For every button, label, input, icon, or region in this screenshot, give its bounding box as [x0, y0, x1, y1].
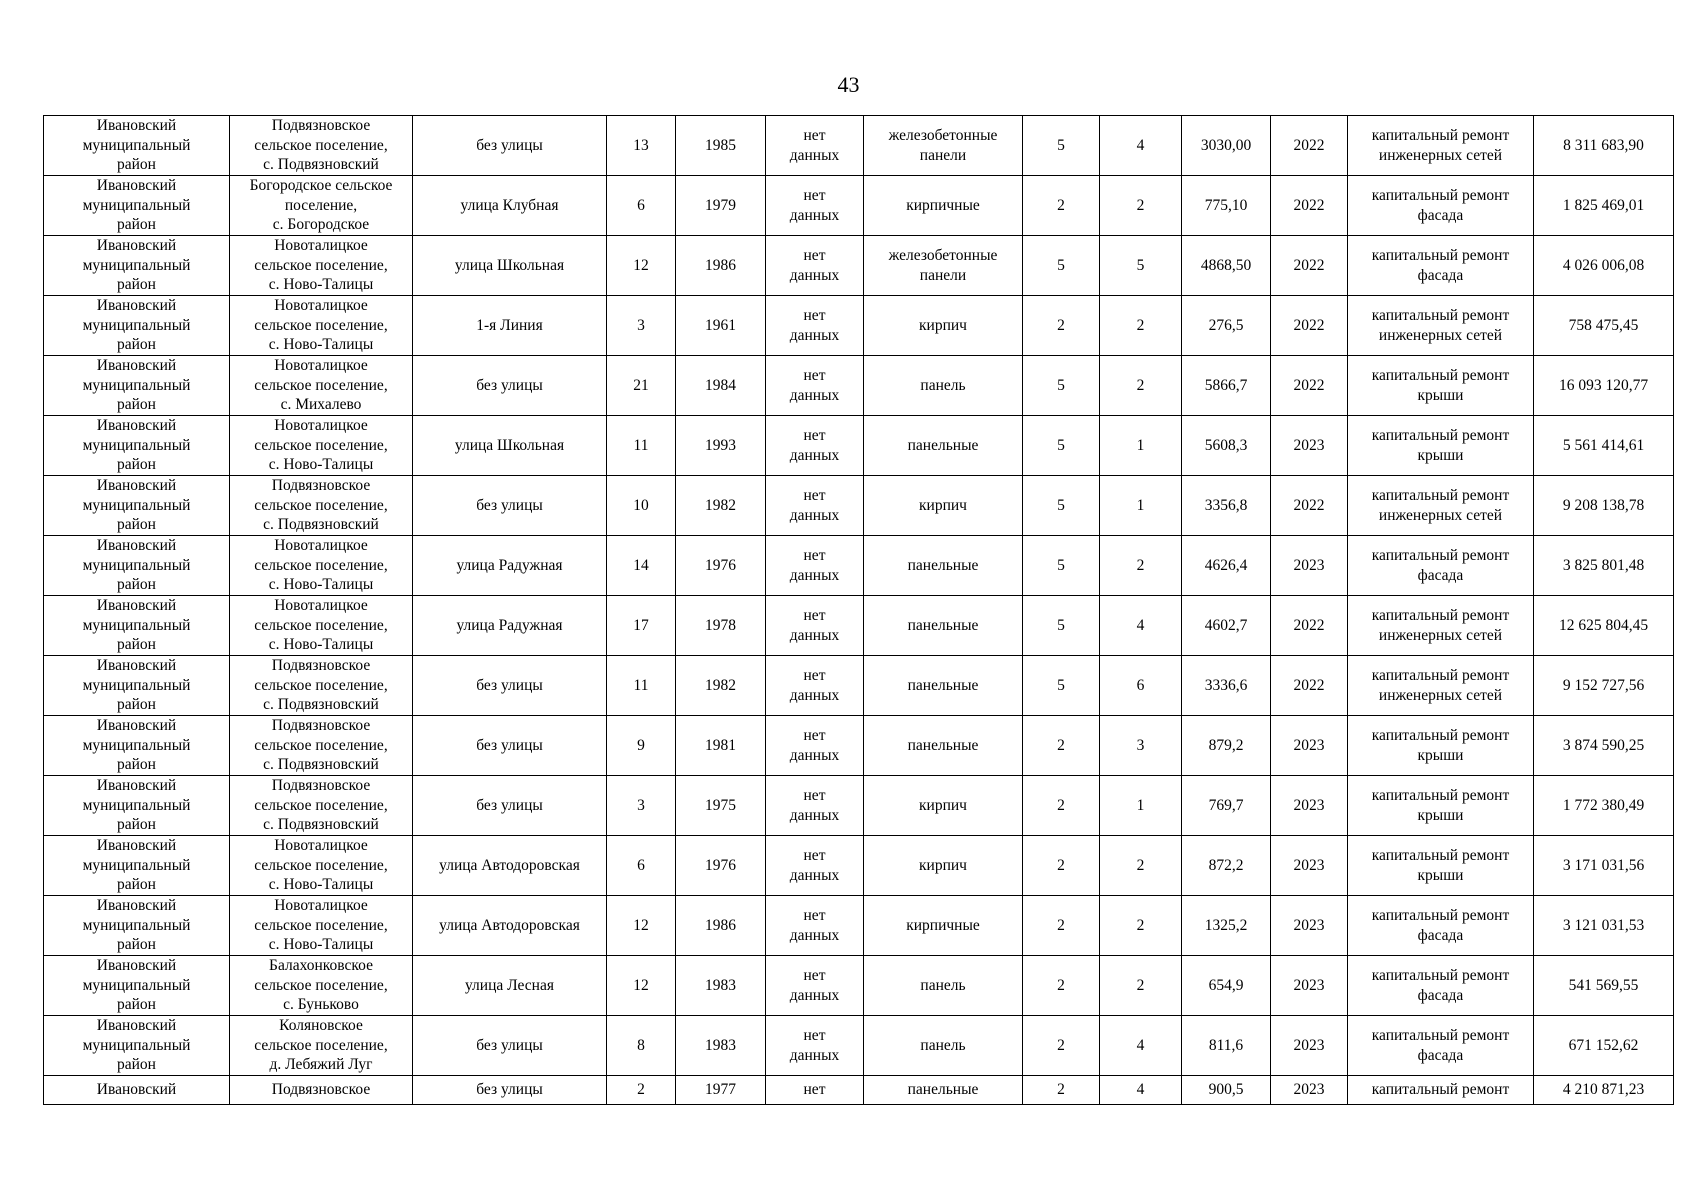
- last-repair-cell: нет данных: [766, 956, 864, 1016]
- floors-cell: 5: [1023, 596, 1100, 656]
- settlement-cell: Новоталицкое сельское поселение, с. Ново-Талицы: [230, 596, 413, 656]
- table-row: [44, 416, 1674, 476]
- area-cell: 5866,7: [1182, 356, 1271, 416]
- cost-cell: 4 210 871,23: [1534, 1076, 1674, 1105]
- table-row: [44, 236, 1674, 296]
- settlement-cell: Коляновское сельское поселение, д. Лебяжий Луг: [230, 1016, 413, 1076]
- district-cell: Ивановский муниципальный район: [44, 116, 230, 176]
- wall-material-cell: кирпич: [864, 296, 1023, 356]
- cost-cell: 3 121 031,53: [1534, 896, 1674, 956]
- area-cell: 3336,6: [1182, 656, 1271, 716]
- district-cell: Ивановский муниципальный район: [44, 416, 230, 476]
- cost-cell: 4 026 006,08: [1534, 236, 1674, 296]
- settlement-cell: Балахонковское сельское поселение, с. Буньково: [230, 956, 413, 1016]
- area-cell: 775,10: [1182, 176, 1271, 236]
- table-row: [44, 836, 1674, 896]
- street-cell: без улицы: [413, 776, 607, 836]
- house-number-cell: 12: [607, 956, 676, 1016]
- area-cell: 769,7: [1182, 776, 1271, 836]
- district-cell: Ивановский муниципальный район: [44, 956, 230, 1016]
- repair-year-cell: 2023: [1271, 836, 1348, 896]
- table-row: [44, 596, 1674, 656]
- district-cell: Ивановский муниципальный район: [44, 1016, 230, 1076]
- wall-material-cell: кирпич: [864, 476, 1023, 536]
- house-number-cell: 11: [607, 416, 676, 476]
- repair-year-cell: 2023: [1271, 716, 1348, 776]
- year-built-cell: 1961: [676, 296, 766, 356]
- year-built-cell: 1975: [676, 776, 766, 836]
- work-type-cell: капитальный ремонт инженерных сетей: [1348, 656, 1534, 716]
- housing-repair-table: [43, 115, 1674, 1105]
- last-repair-cell: нет данных: [766, 356, 864, 416]
- floors-cell: 2: [1023, 1076, 1100, 1105]
- year-built-cell: 1976: [676, 536, 766, 596]
- wall-material-cell: панельные: [864, 716, 1023, 776]
- cost-cell: 758 475,45: [1534, 296, 1674, 356]
- wall-material-cell: панельные: [864, 1076, 1023, 1105]
- street-cell: улица Клубная: [413, 176, 607, 236]
- entrances-cell: 2: [1100, 956, 1182, 1016]
- street-cell: без улицы: [413, 656, 607, 716]
- wall-material-cell: железобетонные панели: [864, 116, 1023, 176]
- district-cell: Ивановский муниципальный район: [44, 476, 230, 536]
- repair-year-cell: 2023: [1271, 536, 1348, 596]
- district-cell: Ивановский муниципальный район: [44, 716, 230, 776]
- year-built-cell: 1977: [676, 1076, 766, 1105]
- work-type-cell: капитальный ремонт инженерных сетей: [1348, 116, 1534, 176]
- area-cell: 276,5: [1182, 296, 1271, 356]
- area-cell: 1325,2: [1182, 896, 1271, 956]
- cost-cell: 16 093 120,77: [1534, 356, 1674, 416]
- house-number-cell: 2: [607, 1076, 676, 1105]
- street-cell: без улицы: [413, 476, 607, 536]
- floors-cell: 2: [1023, 176, 1100, 236]
- area-cell: 4868,50: [1182, 236, 1271, 296]
- repair-year-cell: 2022: [1271, 176, 1348, 236]
- street-cell: без улицы: [413, 716, 607, 776]
- wall-material-cell: железобетонные панели: [864, 236, 1023, 296]
- table-row: [44, 956, 1674, 1016]
- table-row: [44, 356, 1674, 416]
- year-built-cell: 1979: [676, 176, 766, 236]
- wall-material-cell: панель: [864, 1016, 1023, 1076]
- year-built-cell: 1986: [676, 896, 766, 956]
- repair-year-cell: 2023: [1271, 956, 1348, 1016]
- entrances-cell: 2: [1100, 896, 1182, 956]
- table-row: [44, 1076, 1674, 1105]
- entrances-cell: 1: [1100, 476, 1182, 536]
- house-number-cell: 17: [607, 596, 676, 656]
- street-cell: без улицы: [413, 1076, 607, 1105]
- table-row: [44, 716, 1674, 776]
- repair-year-cell: 2022: [1271, 116, 1348, 176]
- last-repair-cell: нет данных: [766, 1016, 864, 1076]
- house-number-cell: 9: [607, 716, 676, 776]
- floors-cell: 5: [1023, 476, 1100, 536]
- year-built-cell: 1983: [676, 956, 766, 1016]
- area-cell: 872,2: [1182, 836, 1271, 896]
- wall-material-cell: панельные: [864, 656, 1023, 716]
- settlement-cell: Богородское сельское поселение, с. Богородское: [230, 176, 413, 236]
- entrances-cell: 2: [1100, 836, 1182, 896]
- street-cell: улица Школьная: [413, 236, 607, 296]
- table-row: [44, 1016, 1674, 1076]
- floors-cell: 2: [1023, 296, 1100, 356]
- house-number-cell: 12: [607, 896, 676, 956]
- district-cell: Ивановский муниципальный район: [44, 836, 230, 896]
- district-cell: Ивановский: [44, 1076, 230, 1105]
- last-repair-cell: нет: [766, 1076, 864, 1105]
- entrances-cell: 4: [1100, 596, 1182, 656]
- house-number-cell: 12: [607, 236, 676, 296]
- table-row: [44, 776, 1674, 836]
- last-repair-cell: нет данных: [766, 296, 864, 356]
- last-repair-cell: нет данных: [766, 116, 864, 176]
- work-type-cell: капитальный ремонт фасада: [1348, 1016, 1534, 1076]
- entrances-cell: 2: [1100, 176, 1182, 236]
- district-cell: Ивановский муниципальный район: [44, 656, 230, 716]
- table-row: [44, 476, 1674, 536]
- table-row: [44, 656, 1674, 716]
- district-cell: Ивановский муниципальный район: [44, 176, 230, 236]
- cost-cell: 1 825 469,01: [1534, 176, 1674, 236]
- street-cell: без улицы: [413, 356, 607, 416]
- floors-cell: 2: [1023, 776, 1100, 836]
- area-cell: 5608,3: [1182, 416, 1271, 476]
- street-cell: улица Автодоровская: [413, 836, 607, 896]
- work-type-cell: капитальный ремонт: [1348, 1076, 1534, 1105]
- cost-cell: 671 152,62: [1534, 1016, 1674, 1076]
- work-type-cell: капитальный ремонт крыши: [1348, 836, 1534, 896]
- last-repair-cell: нет данных: [766, 236, 864, 296]
- repair-year-cell: 2023: [1271, 1076, 1348, 1105]
- wall-material-cell: панельные: [864, 596, 1023, 656]
- year-built-cell: 1985: [676, 116, 766, 176]
- floors-cell: 5: [1023, 116, 1100, 176]
- settlement-cell: Новоталицкое сельское поселение, с. Ново-Талицы: [230, 896, 413, 956]
- repair-year-cell: 2022: [1271, 296, 1348, 356]
- last-repair-cell: нет данных: [766, 836, 864, 896]
- house-number-cell: 6: [607, 176, 676, 236]
- floors-cell: 5: [1023, 416, 1100, 476]
- table-row: [44, 176, 1674, 236]
- year-built-cell: 1984: [676, 356, 766, 416]
- house-number-cell: 3: [607, 296, 676, 356]
- cost-cell: 9 152 727,56: [1534, 656, 1674, 716]
- settlement-cell: Подвязновское: [230, 1076, 413, 1105]
- cost-cell: 5 561 414,61: [1534, 416, 1674, 476]
- street-cell: улица Школьная: [413, 416, 607, 476]
- district-cell: Ивановский муниципальный район: [44, 776, 230, 836]
- district-cell: Ивановский муниципальный район: [44, 896, 230, 956]
- repair-year-cell: 2022: [1271, 596, 1348, 656]
- house-number-cell: 3: [607, 776, 676, 836]
- last-repair-cell: нет данных: [766, 716, 864, 776]
- wall-material-cell: кирпич: [864, 776, 1023, 836]
- settlement-cell: Новоталицкое сельское поселение, с. Ново-Талицы: [230, 536, 413, 596]
- district-cell: Ивановский муниципальный район: [44, 296, 230, 356]
- settlement-cell: Подвязновское сельское поселение, с. Подвязновский: [230, 776, 413, 836]
- work-type-cell: капитальный ремонт крыши: [1348, 716, 1534, 776]
- last-repair-cell: нет данных: [766, 596, 864, 656]
- repair-year-cell: 2022: [1271, 656, 1348, 716]
- floors-cell: 2: [1023, 836, 1100, 896]
- repair-year-cell: 2023: [1271, 416, 1348, 476]
- entrances-cell: 6: [1100, 656, 1182, 716]
- street-cell: улица Лесная: [413, 956, 607, 1016]
- table-row: [44, 296, 1674, 356]
- area-cell: 3356,8: [1182, 476, 1271, 536]
- settlement-cell: Новоталицкое сельское поселение, с. Ново-Талицы: [230, 236, 413, 296]
- cost-cell: 8 311 683,90: [1534, 116, 1674, 176]
- floors-cell: 2: [1023, 956, 1100, 1016]
- entrances-cell: 1: [1100, 416, 1182, 476]
- wall-material-cell: панельные: [864, 536, 1023, 596]
- area-cell: 654,9: [1182, 956, 1271, 1016]
- street-cell: без улицы: [413, 116, 607, 176]
- house-number-cell: 14: [607, 536, 676, 596]
- cost-cell: 12 625 804,45: [1534, 596, 1674, 656]
- year-built-cell: 1981: [676, 716, 766, 776]
- cost-cell: 541 569,55: [1534, 956, 1674, 1016]
- area-cell: 879,2: [1182, 716, 1271, 776]
- district-cell: Ивановский муниципальный район: [44, 536, 230, 596]
- house-number-cell: 21: [607, 356, 676, 416]
- street-cell: улица Радужная: [413, 596, 607, 656]
- last-repair-cell: нет данных: [766, 536, 864, 596]
- house-number-cell: 8: [607, 1016, 676, 1076]
- wall-material-cell: кирпичные: [864, 896, 1023, 956]
- entrances-cell: 5: [1100, 236, 1182, 296]
- work-type-cell: капитальный ремонт инженерных сетей: [1348, 596, 1534, 656]
- street-cell: 1-я Линия: [413, 296, 607, 356]
- year-built-cell: 1982: [676, 476, 766, 536]
- street-cell: без улицы: [413, 1016, 607, 1076]
- wall-material-cell: кирпич: [864, 836, 1023, 896]
- work-type-cell: капитальный ремонт крыши: [1348, 356, 1534, 416]
- repair-year-cell: 2023: [1271, 1016, 1348, 1076]
- last-repair-cell: нет данных: [766, 416, 864, 476]
- street-cell: улица Радужная: [413, 536, 607, 596]
- work-type-cell: капитальный ремонт фасада: [1348, 176, 1534, 236]
- work-type-cell: капитальный ремонт крыши: [1348, 416, 1534, 476]
- entrances-cell: 2: [1100, 296, 1182, 356]
- wall-material-cell: панель: [864, 956, 1023, 1016]
- table-body: [44, 116, 1674, 1105]
- district-cell: Ивановский муниципальный район: [44, 596, 230, 656]
- floors-cell: 5: [1023, 536, 1100, 596]
- floors-cell: 2: [1023, 896, 1100, 956]
- house-number-cell: 13: [607, 116, 676, 176]
- district-cell: Ивановский муниципальный район: [44, 356, 230, 416]
- entrances-cell: 4: [1100, 1076, 1182, 1105]
- year-built-cell: 1982: [676, 656, 766, 716]
- area-cell: 4602,7: [1182, 596, 1271, 656]
- cost-cell: 3 825 801,48: [1534, 536, 1674, 596]
- entrances-cell: 4: [1100, 116, 1182, 176]
- entrances-cell: 3: [1100, 716, 1182, 776]
- year-built-cell: 1986: [676, 236, 766, 296]
- cost-cell: 1 772 380,49: [1534, 776, 1674, 836]
- work-type-cell: капитальный ремонт крыши: [1348, 776, 1534, 836]
- last-repair-cell: нет данных: [766, 176, 864, 236]
- table-row: [44, 536, 1674, 596]
- year-built-cell: 1983: [676, 1016, 766, 1076]
- house-number-cell: 10: [607, 476, 676, 536]
- settlement-cell: Подвязновское сельское поселение, с. Подвязновский: [230, 116, 413, 176]
- wall-material-cell: кирпичные: [864, 176, 1023, 236]
- cost-cell: 9 208 138,78: [1534, 476, 1674, 536]
- last-repair-cell: нет данных: [766, 896, 864, 956]
- house-number-cell: 6: [607, 836, 676, 896]
- settlement-cell: Подвязновское сельское поселение, с. Подвязновский: [230, 656, 413, 716]
- street-cell: улица Автодоровская: [413, 896, 607, 956]
- table-row: [44, 896, 1674, 956]
- settlement-cell: Подвязновское сельское поселение, с. Подвязновский: [230, 716, 413, 776]
- settlement-cell: Новоталицкое сельское поселение, с. Ново-Талицы: [230, 416, 413, 476]
- cost-cell: 3 171 031,56: [1534, 836, 1674, 896]
- area-cell: 900,5: [1182, 1076, 1271, 1105]
- work-type-cell: капитальный ремонт фасада: [1348, 536, 1534, 596]
- last-repair-cell: нет данных: [766, 656, 864, 716]
- year-built-cell: 1976: [676, 836, 766, 896]
- repair-year-cell: 2022: [1271, 356, 1348, 416]
- work-type-cell: капитальный ремонт инженерных сетей: [1348, 476, 1534, 536]
- floors-cell: 2: [1023, 716, 1100, 776]
- settlement-cell: Новоталицкое сельское поселение, с. Ново-Талицы: [230, 296, 413, 356]
- table-row: [44, 116, 1674, 176]
- settlement-cell: Новоталицкое сельское поселение, с. Ново-Талицы: [230, 836, 413, 896]
- entrances-cell: 1: [1100, 776, 1182, 836]
- settlement-cell: Новоталицкое сельское поселение, с. Михалево: [230, 356, 413, 416]
- repair-year-cell: 2023: [1271, 776, 1348, 836]
- work-type-cell: капитальный ремонт инженерных сетей: [1348, 296, 1534, 356]
- cost-cell: 3 874 590,25: [1534, 716, 1674, 776]
- floors-cell: 5: [1023, 656, 1100, 716]
- entrances-cell: 2: [1100, 536, 1182, 596]
- work-type-cell: капитальный ремонт фасада: [1348, 896, 1534, 956]
- year-built-cell: 1993: [676, 416, 766, 476]
- settlement-cell: Подвязновское сельское поселение, с. Подвязновский: [230, 476, 413, 536]
- floors-cell: 5: [1023, 356, 1100, 416]
- repair-year-cell: 2022: [1271, 476, 1348, 536]
- house-number-cell: 11: [607, 656, 676, 716]
- work-type-cell: капитальный ремонт фасада: [1348, 956, 1534, 1016]
- entrances-cell: 4: [1100, 1016, 1182, 1076]
- area-cell: 3030,00: [1182, 116, 1271, 176]
- district-cell: Ивановский муниципальный район: [44, 236, 230, 296]
- wall-material-cell: панель: [864, 356, 1023, 416]
- year-built-cell: 1978: [676, 596, 766, 656]
- page-number: 43: [837, 72, 860, 97]
- repair-year-cell: 2023: [1271, 896, 1348, 956]
- repair-year-cell: 2022: [1271, 236, 1348, 296]
- entrances-cell: 2: [1100, 356, 1182, 416]
- floors-cell: 5: [1023, 236, 1100, 296]
- last-repair-cell: нет данных: [766, 776, 864, 836]
- wall-material-cell: панельные: [864, 416, 1023, 476]
- floors-cell: 2: [1023, 1016, 1100, 1076]
- work-type-cell: капитальный ремонт фасада: [1348, 236, 1534, 296]
- area-cell: 811,6: [1182, 1016, 1271, 1076]
- last-repair-cell: нет данных: [766, 476, 864, 536]
- area-cell: 4626,4: [1182, 536, 1271, 596]
